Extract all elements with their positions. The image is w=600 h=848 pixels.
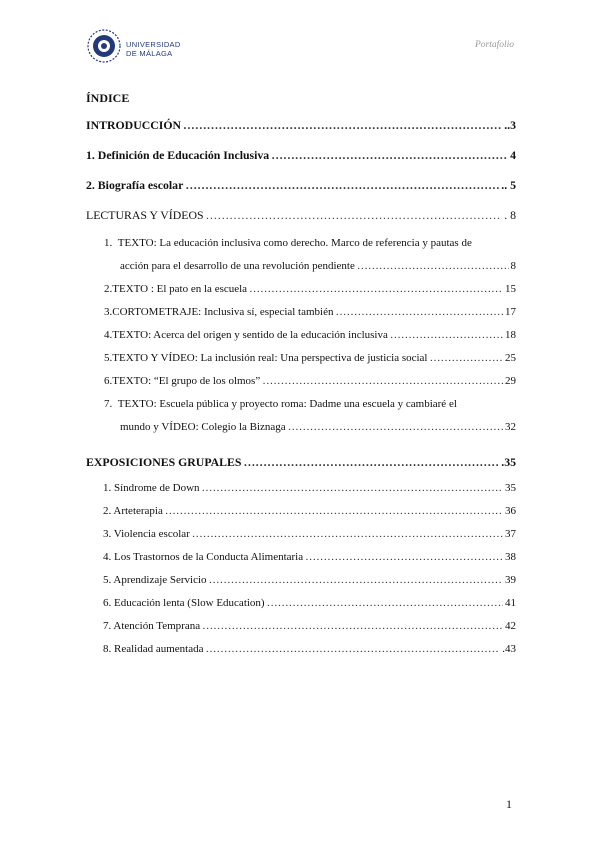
header-portfolio-label: Portafolio <box>474 40 514 50</box>
toc-entry-biografia[interactable]: 2. Biografía escolar ……………………………………………………………………………………………………………………………………………… .. 5 <box>86 170 516 200</box>
toc-entry-definicion[interactable]: 1. Definición de Educación Inclusiva ……………………………………………………………………………………………………………………………………………… 4 <box>86 140 516 170</box>
toc-expo-5[interactable]: 5. Aprendizaje Servicio ……………………………………………………………………………………………………………………………………………… 39 <box>86 569 516 592</box>
toc-subentry-5[interactable]: 5. TEXTO Y VÍDEO: La inclusión real: Una perspectiva de justicia social ……………………………………………………………………………………………………………………………………………… 25 <box>86 347 516 370</box>
toc-expo-6[interactable]: 6. Educación lenta (Slow Education) ……………………………………………………………………………………………………………………………………………… 41 <box>86 592 516 615</box>
toc-subentry-6[interactable]: 6. TEXTO: “El grupo de los olmos” ……………………………………………………………………………………………………………………………………………… 29 <box>86 370 516 393</box>
toc-expo-7[interactable]: 7. Atención Temprana ……………………………………………………………………………………………………………………………………………… 42 <box>86 615 516 638</box>
toc-subentry-3[interactable]: 3. CORTOMETRAJE: Inclusiva sí, especial también ……………………………………………………………………………………………………………………………………………… 17 <box>86 301 516 324</box>
table-of-contents <box>86 80 516 661</box>
page-header <box>0 0 600 80</box>
toc-entry-introduccion[interactable]: INTRODUCCIÓN ……………………………………………………………………………………………………………………………………………… ..3 <box>86 110 516 140</box>
toc-subentry-1[interactable]: 1. TEXTO: La educación inclusiva como derecho. Marco de referencia y pautas de acción para el desarrollo de una revolución pendiente ……………………………………………………………………………………………………………………………………………… 8 <box>86 232 516 278</box>
toc-subentry-7[interactable]: 7. TEXTO: Escuela pública y proyecto roma: Dadme una escuela y cambiaré el mundo y VÍDEO: Colegio la Biznaga ……………………………………………………………………………………………………………………………………………… 32 <box>86 393 516 439</box>
university-logo-icon <box>86 28 122 64</box>
toc-entry-lecturas[interactable]: LECTURAS Y VÍDEOS ……………………………………………………………………………………………………………………………………………… . 8 <box>86 200 516 230</box>
toc-entry-exposiciones[interactable]: EXPOSICIONES GRUPALES ……………………………………………………………………………………………………………………………………………… .35 <box>86 447 516 477</box>
university-name: UNIVERSIDAD DE MÁLAGA <box>126 40 181 58</box>
toc-expo-8[interactable]: 8. Realidad aumentada ……………………………………………………………………………………………………………………………………………… .43 <box>86 638 516 661</box>
toc-expo-1[interactable]: 1. Síndrome de Down ……………………………………………………………………………………………………………………………………………… 35 <box>86 477 516 500</box>
toc-subentry-2[interactable]: 2. TEXTO : El pato en la escuela ……………………………………………………………………………………………………………………………………………… 15 <box>86 278 516 301</box>
lecturas-list <box>86 232 516 439</box>
page-number: 1 <box>506 797 512 811</box>
exposiciones-list <box>86 477 516 661</box>
toc-title: ÍNDICE <box>86 91 130 105</box>
toc-expo-2[interactable]: 2. Arteterapia ……………………………………………………………………………………………………………………………………………… 36 <box>86 500 516 523</box>
toc-subentry-4[interactable]: 4. TEXTO: Acerca del origen y sentido de la educación inclusiva ……………………………………………………………………………………………………………………………………………… 18 <box>86 324 516 347</box>
toc-expo-4[interactable]: 4. Los Trastornos de la Conducta Alimentaria ……………………………………………………………………………………………………………………………………………… 38 <box>86 546 516 569</box>
toc-expo-3[interactable]: 3. Violencia escolar ……………………………………………………………………………………………………………………………………………… 37 <box>86 523 516 546</box>
